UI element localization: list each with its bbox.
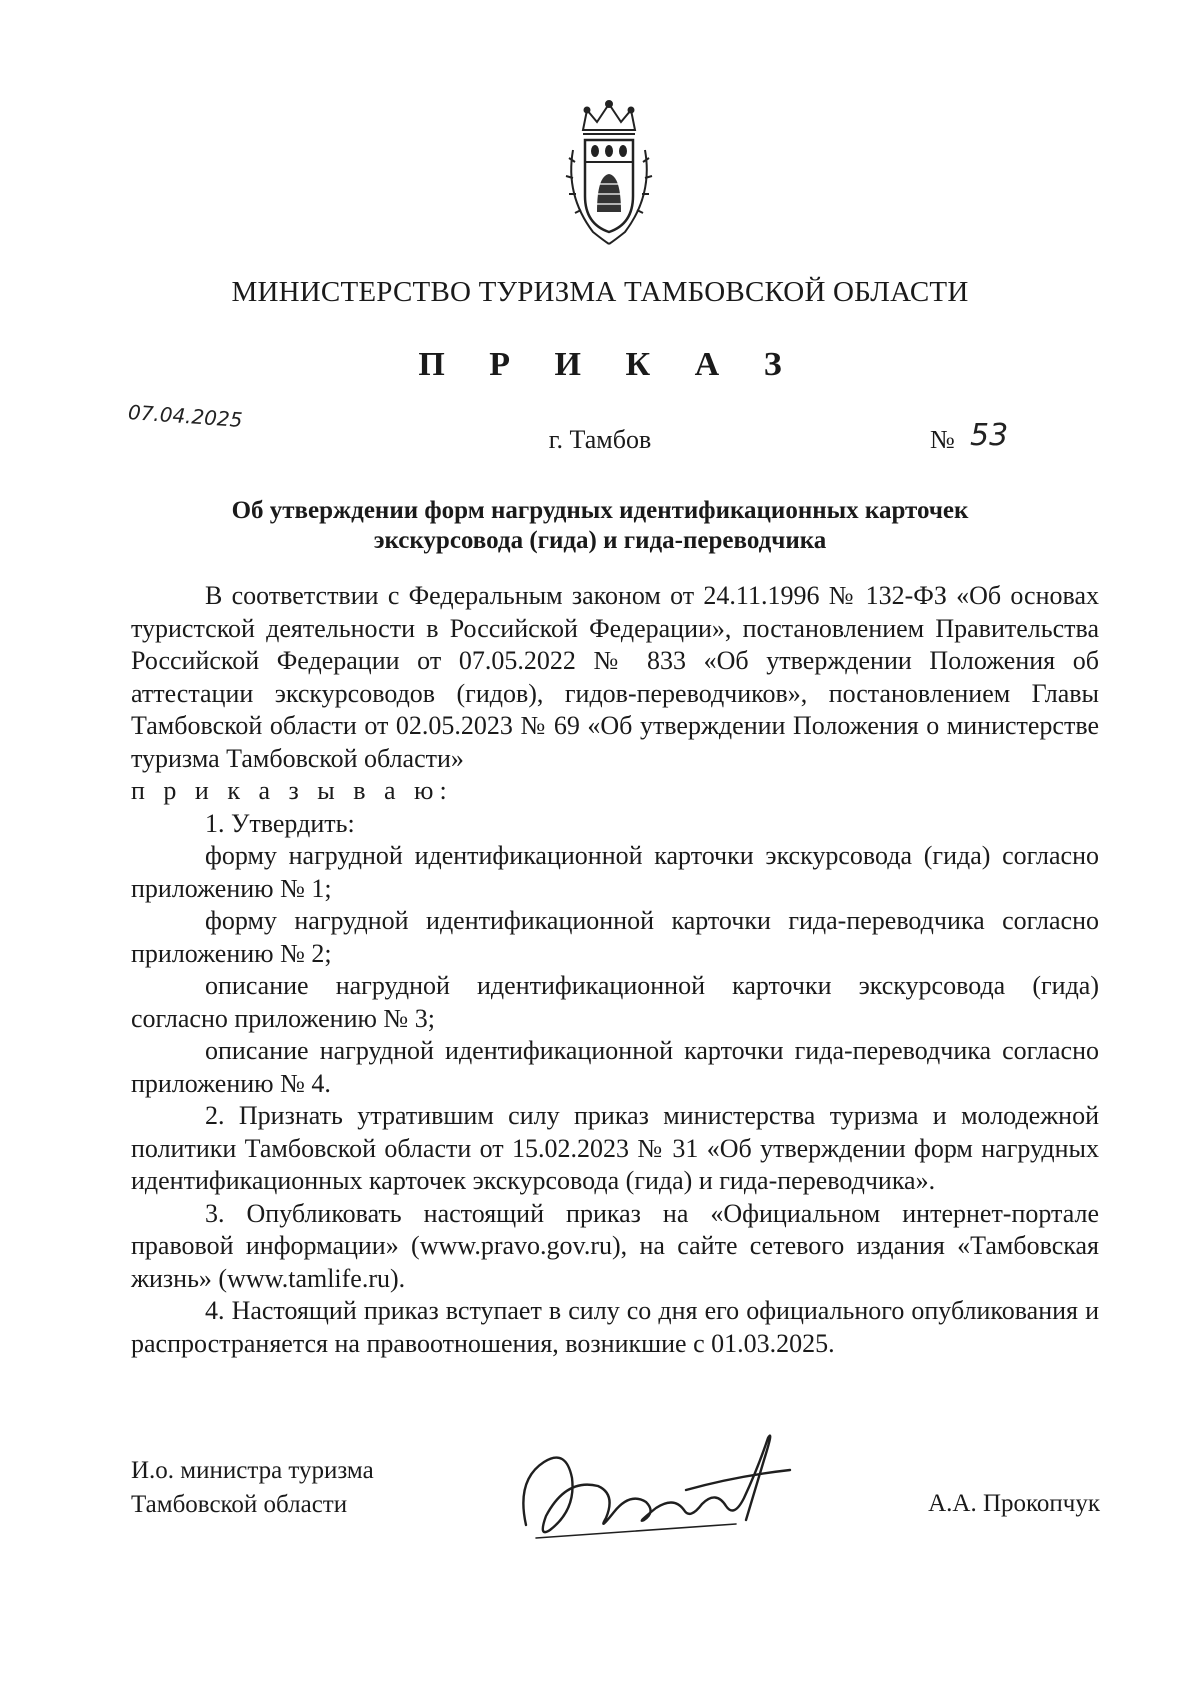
document-body xyxy=(131,580,1099,1360)
document-city: г. Тамбов xyxy=(548,425,652,454)
ministry-name: МИНИСТЕРСТВО ТУРИЗМА ТАМБОВСКОЙ ОБЛАСТИ xyxy=(231,276,969,308)
item-1-c: описание нагрудной идентификационной карточки экскурсовода (гида) согласно приложению № 3; xyxy=(131,971,1099,1033)
item-1-b: форму нагрудной идентификационной карточки гида-переводчика согласно приложению № 2; xyxy=(131,906,1099,968)
document-title: П Р И К А З xyxy=(418,346,800,383)
item-1-d: описание нагрудной идентификационной карточки гида-переводчика согласно приложению № 4. xyxy=(131,1036,1099,1098)
item-1-a: форму нагрудной идентификационной карточки экскурсовода (гида) согласно приложению № 1; xyxy=(131,841,1099,903)
signature-icon xyxy=(506,1420,796,1550)
coat-of-arms-icon xyxy=(563,100,655,248)
item-3: 3. Опубликовать настоящий приказ на «Официальном интернет-портале правовой информации» (www.pravo.gov.ru), на сайте сетевого издания «Тамбовская жизнь» (www.tamlife.ru). xyxy=(131,1198,1099,1293)
preamble-paragraph: В соответствии с Федеральным законом от 24.11.1996 № 132-ФЗ «Об основах туристской деятельности в Российской Федерации», постановлением Правительства Российской Федерации от 07.05.2022 № 833 «Об утверждении Положения об аттестации экскурсоводов (гидов), гидов-переводчиков», постановлением Главы Тамбовской области от 02.05.2023 № 69 «Об утверждении Положения о министерстве туризма Тамбовской области» xyxy=(131,581,1099,773)
document-number: 53 xyxy=(970,418,1009,453)
order-word: п р и к а з ы в а ю: xyxy=(131,776,453,805)
signer-name: А.А. Прокопчук xyxy=(928,1490,1100,1517)
item-4: 4. Настоящий приказ вступает в силу со дня его официального опубликования и распространяется на правоотношения, возникшие с 01.03.2025. xyxy=(131,1296,1099,1358)
subject-line-1: Об утверждении форм нагрудных идентификационных карточек xyxy=(231,497,969,524)
number-label: № xyxy=(930,425,955,454)
document-date: 07.04.2025 xyxy=(127,400,244,432)
item-2: 2. Признать утратившим силу приказ министерства туризма и молодежной политики Тамбовской области от 15.02.2023 № 31 «Об утверждении форм нагрудных идентификационных карточек экскурсовода (гида) и гида-переводчика». xyxy=(131,1101,1099,1195)
subject-line-2: экскурсовода (гида) и гида-переводчика xyxy=(373,527,827,554)
signer-position-line-1: И.о. министра туризма xyxy=(131,1457,374,1484)
item-1-heading: 1. Утвердить: xyxy=(205,808,355,838)
document-subject xyxy=(160,496,1040,556)
signer-position-line-2: Тамбовской области xyxy=(131,1491,348,1518)
signer-position xyxy=(131,1454,374,1522)
